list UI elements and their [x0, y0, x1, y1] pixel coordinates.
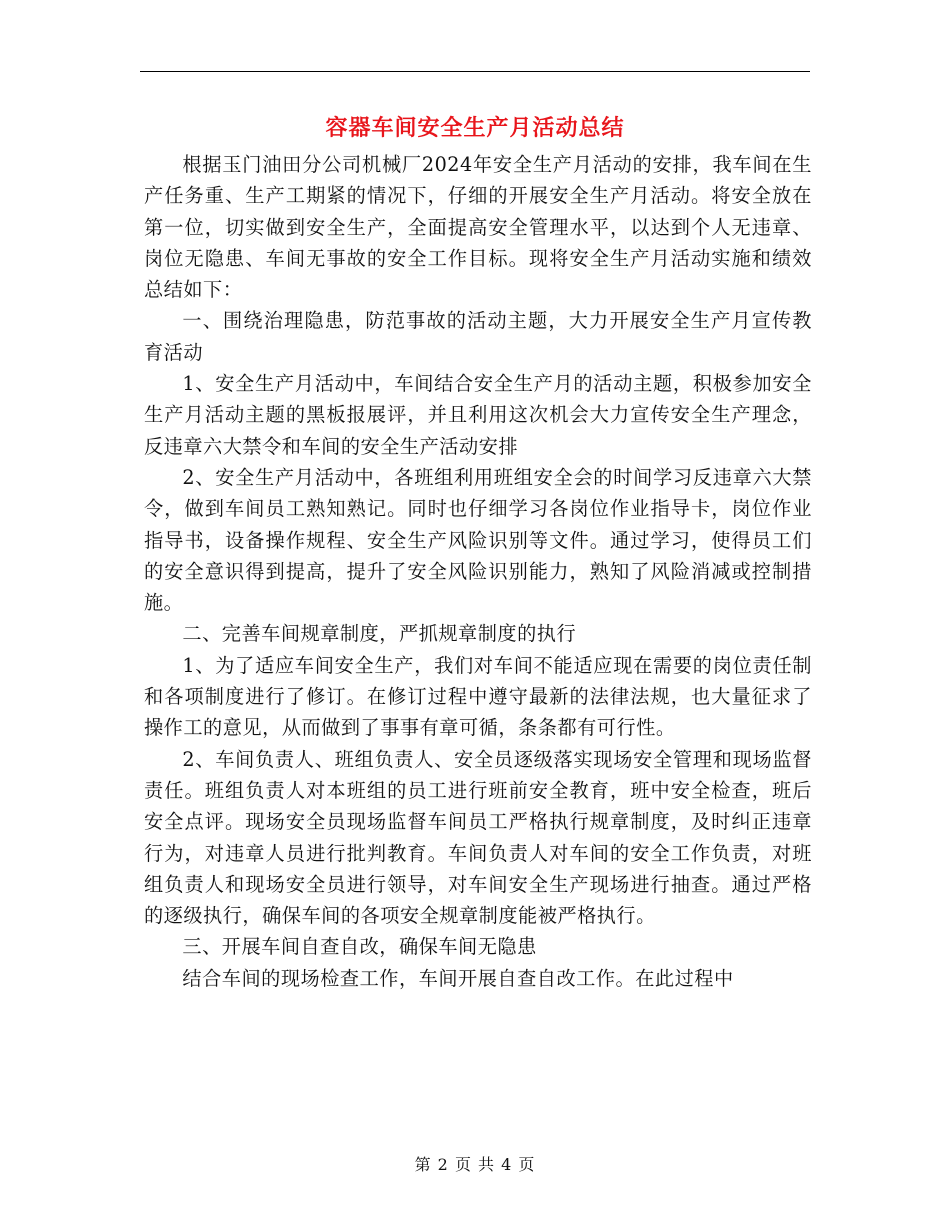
document-body [144, 149, 812, 994]
header-rule [140, 71, 810, 72]
paragraph-1-1: 1、安全生产月活动中，车间结合安全生产月的活动主题，积极参加安全生产月活动主题的黑板报展评，并且利用这次机会大力宣传安全生产理念，反违章六大禁令和车间的安全生产活动安排 [144, 372, 812, 458]
document-title: 容器车间安全生产月活动总结 [325, 115, 625, 141]
heading-section-1: 一、围绕治理隐患，防范事故的活动主题，大力开展安全生产月宣传教育活动 [144, 309, 812, 364]
paragraph-2-2: 2、车间负责人、班组负责人、安全员逐级落实现场安全管理和现场监督责任。班组负责人对本班组的员工进行班前安全教育，班中安全检查，班后安全点评。现场安全员现场监督车间员工严格执行规章制度，及时纠正违章行为，对违章人员进行批判教育。车间负责人对车间的安全工作负责，对班组负责人和现场安全员进行领导，对车间安全生产现场进行抽查。通过严格的逐级执行，确保车间的各项安全规章制度能被严格执行。 [144, 747, 812, 928]
heading-section-3: 三、开展车间自查自改，确保车间无隐患 [182, 935, 537, 959]
paragraph-intro: 根据玉门油田分公司机械厂2024年安全生产月活动的安排，我车间在生产任务重、生产工期紧的情况下，仔细的开展安全生产月活动。将安全放在第一位，切实做到安全生产，全面提高安全管理水平，以达到个人无违章、岗位无隐患、车间无事故的安全工作目标。现将安全生产月活动实施和绩效总结如下： [144, 153, 812, 302]
paragraph-1-2: 2、安全生产月活动中，各班组利用班组安全会的时间学习反违章六大禁令，做到车间员工熟知熟记。同时也仔细学习各岗位作业指导卡，岗位作业指导书，设备操作规程、安全生产风险识别等文件。通过学习，使得员工们的安全意识得到提高，提升了安全风险识别能力，熟知了风险消减或控制措施。 [144, 465, 812, 615]
heading-section-2: 二、完善车间规章制度，严抓规章制度的执行 [182, 622, 577, 646]
paragraph-3-1: 结合车间的现场检查工作，车间开展自查自改工作。在此过程中 [182, 966, 734, 990]
page-number: 第 2 页 共 4 页 [414, 1155, 536, 1174]
paragraph-2-1: 1、为了适应车间安全生产，我们对车间不能适应现在需要的岗位责任制和各项制度进行了修订。在修订过程中遵守最新的法律法规，也大量征求了操作工的意见，从而做到了事事有章可循，条条都有可行性。 [144, 653, 812, 740]
